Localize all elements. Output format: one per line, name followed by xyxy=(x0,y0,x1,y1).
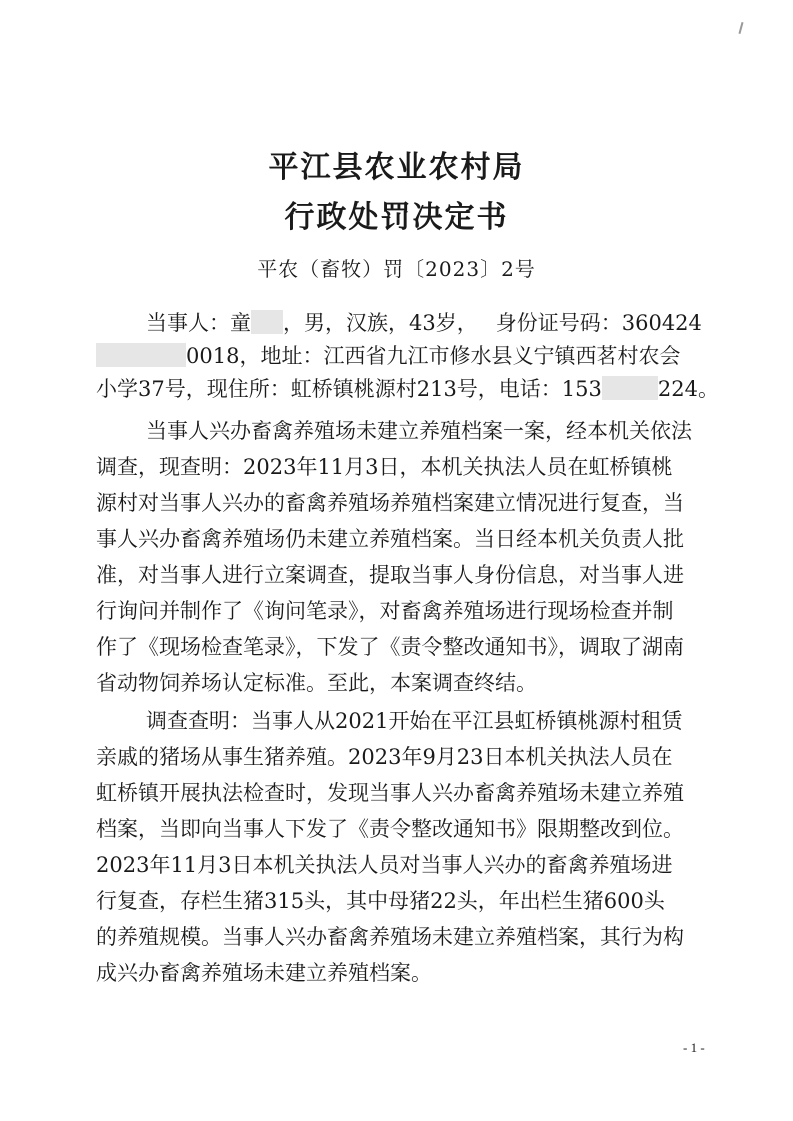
agency-title: 平江县农业农村局 xyxy=(268,150,525,185)
party-name-label: 当事人：童 xyxy=(146,311,251,335)
scan-mark xyxy=(738,22,743,34)
party-address: 0018，地址：江西省九江市修水县义宁镇西茗村农会 xyxy=(186,344,681,368)
party-residence-phone: 小学37号，现住所：虹桥镇桃源村213号，电话：153 xyxy=(96,377,602,401)
party-phone-tail: 224。 xyxy=(657,377,719,401)
para1-line: 省动物饲养场认定标准。至此，本案调查终结。 xyxy=(96,671,537,695)
para2-line: 行复查，存栏生猪315头，其中母猪22头，年出栏生猪600头 xyxy=(96,889,665,913)
para1-line: 源村对当事人兴办的畜禽养殖场养殖档案建立情况进行复查，当 xyxy=(96,491,684,515)
para2-line: 亲戚的猪场从事生猪养殖。2023年9月23日本机关执法人员在 xyxy=(96,745,673,769)
party-line-3 xyxy=(96,374,719,404)
redacted-id-number xyxy=(96,343,186,367)
document-number: 平农（畜牧）罚〔2023〕2号 xyxy=(257,257,536,281)
para2-line: 调查查明：当事人从2021开始在平江县虹桥镇桃源村租赁 xyxy=(146,709,683,733)
para2-line: 2023年11月3日本机关执法人员对当事人兴办的畜禽养殖场进 xyxy=(96,853,673,877)
para1-line: 当事人兴办畜禽养殖场未建立养殖档案一案，经本机关依法 xyxy=(146,419,692,443)
para1-line: 作了《现场检查笔录》，下发了《责令整改通知书》，调取了湖南 xyxy=(96,635,684,659)
party-gender-age: ，男，汉族，43岁， xyxy=(283,311,478,335)
para1-line: 事人兴办畜禽养殖场仍未建立养殖档案。当日经本机关负责人批 xyxy=(96,527,684,551)
redacted-name xyxy=(251,310,283,334)
para1-line: 调查，现查明：2023年11月3日，本机关执法人员在虹桥镇桃 xyxy=(96,455,673,479)
para2-line: 的养殖规模。当事人兴办畜禽养殖场未建立养殖档案，其行为构 xyxy=(96,925,684,949)
redacted-phone xyxy=(602,376,658,400)
party-line-1 xyxy=(146,308,702,338)
para2-line: 档案，当即向当事人下发了《责令整改通知书》限期整改到位。 xyxy=(96,817,684,841)
para2-line: 成兴办畜禽养殖场未建立养殖档案。 xyxy=(96,961,432,985)
party-id-label: 身份证号码：360424 xyxy=(495,311,702,335)
para1-line: 准，对当事人进行立案调查，提取当事人身份信息，对当事人进 xyxy=(96,563,684,587)
party-line-2 xyxy=(96,341,680,371)
para2-line: 虹桥镇开展执法检查时，发现当事人兴办畜禽养殖场未建立养殖 xyxy=(96,781,684,805)
document-type-title: 行政处罚决定书 xyxy=(284,200,509,235)
page-number: - 1 - xyxy=(683,1040,705,1055)
para1-line: 行询问并制作了《询问笔录》，对畜禽养殖场进行现场检查并制 xyxy=(96,599,674,623)
